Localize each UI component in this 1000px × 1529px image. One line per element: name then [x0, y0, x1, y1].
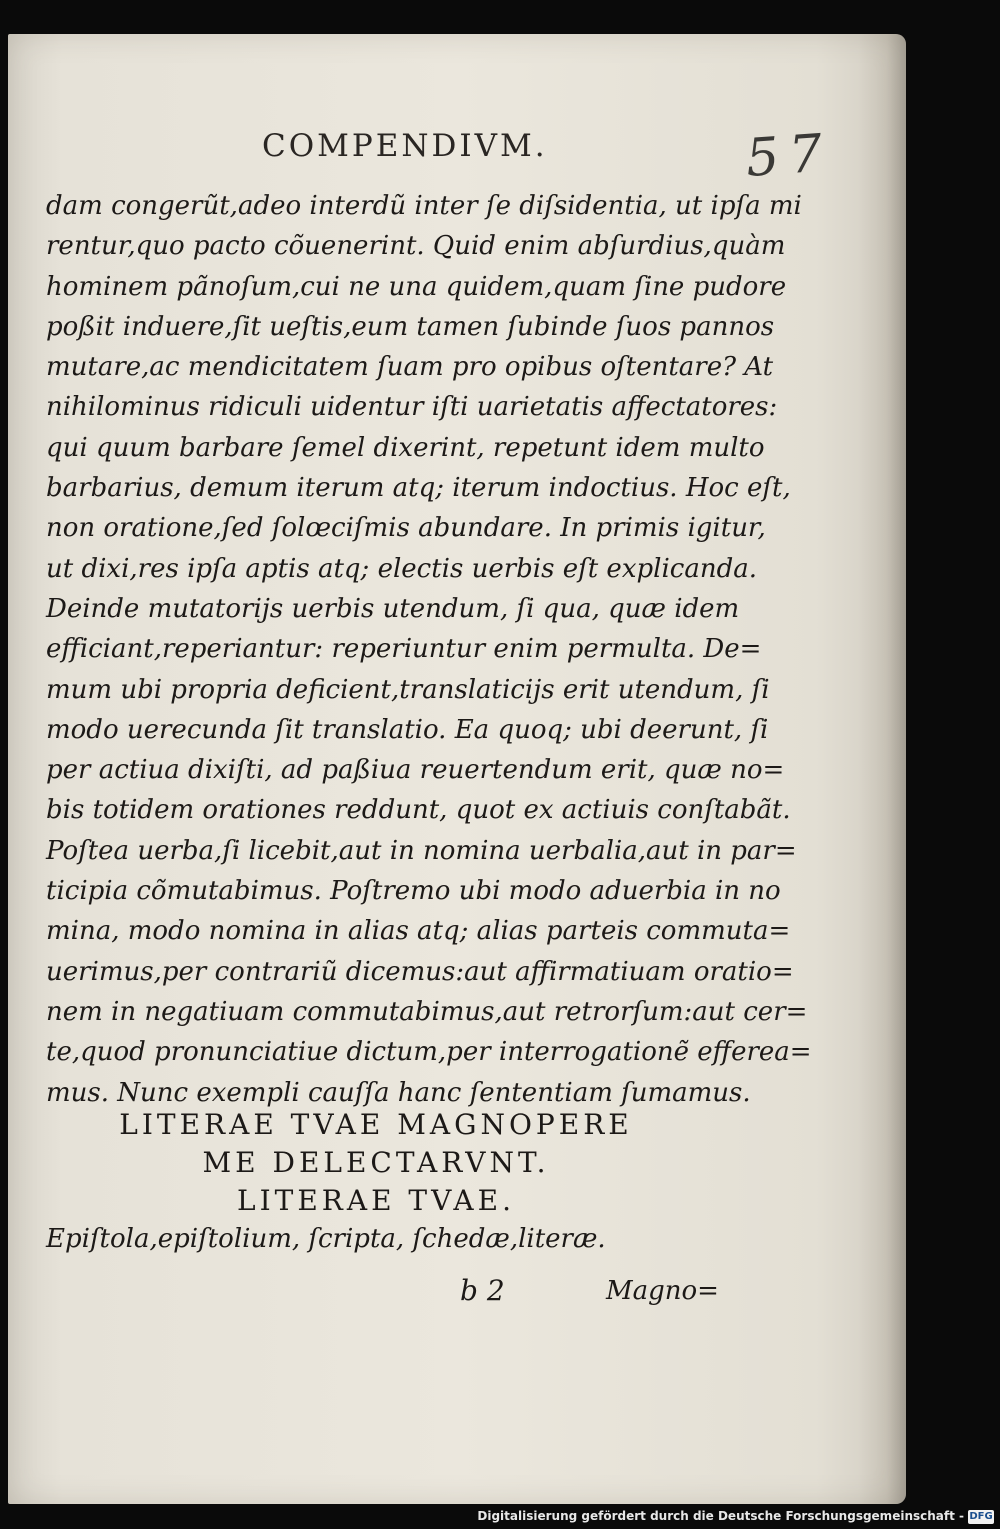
text-line: mutare,ac mendicitatem ſuam pro opibus oſtentare? At: [46, 352, 774, 383]
caps-line: LITERAE TVAE.: [237, 1184, 515, 1217]
caps-line: LITERAE TVAE MAGNOPERE: [119, 1108, 633, 1141]
text-line: Deinde mutatorijs uerbis utendum, ſi qua, quæ idem: [46, 593, 740, 624]
text-line: bis totidem orationes reddunt, quot ex actiuis conſtabãt.: [46, 795, 791, 826]
text-line: dam congerũt,adeo interdũ inter ſe diſsidentia, ut ipſa mi: [46, 191, 802, 221]
text-line: mum ubi propria deficient,translaticijs erit utendum, ſi: [46, 674, 770, 705]
text-line: non oratione,ſed ſolœciſmis abundare. In primis igitur,: [46, 513, 766, 544]
text-line: per actiua dixiſti, ad paßiua reuertendum erit, quæ no=: [46, 755, 785, 786]
text-line: Poſtea uerba,ſi licebit,aut in nomina uerbalia,aut in par=: [46, 835, 797, 866]
text-line: mina, modo nomina in alias atq; alias parteis commuta=: [46, 916, 791, 947]
running-head: COMPENDIVM.: [262, 128, 548, 164]
dfg-logo: DFG: [969, 1511, 993, 1522]
page-edge-shadow: [858, 34, 906, 1504]
text-line: barbarius, demum iterum atq; iterum indoctius. Hoc eſt,: [46, 473, 791, 504]
handwritten-folio-number: 57: [744, 123, 835, 189]
catchword: Magno=: [606, 1276, 719, 1306]
text-line: nihilominus ridiculi uidentur iſti uarietatis affectatores:: [46, 392, 778, 423]
text-line: ut dixi,res ipſa aptis atq; electis uerbis eſt explicanda.: [46, 553, 757, 584]
capital-heading: [46, 1106, 706, 1220]
text-line: qui quum barbare ſemel dixerint, repetunt idem multo: [46, 432, 765, 463]
text-line: rentur,quo pacto cõuenerint. Quid enim abſurdius,quàm: [46, 231, 786, 262]
text-line: nem in negatiuam commutabimus,aut retrorſum:aut cer=: [46, 996, 808, 1027]
text-line: efficiant,reperiantur: reperiuntur enim permulta. De=: [46, 634, 762, 665]
synonym-line: Epiſtola,epiſtolium, ſcripta, ſchedæ,literæ.: [46, 1224, 606, 1254]
text-line: hominem pãnoſum,cui ne una quidem,quam ſine pudore: [46, 271, 787, 302]
digitization-credit: Digitalisierung gefördert durch die Deutsche Forschungsgemeinschaft -: [477, 1509, 964, 1523]
text-line: uerimus,per contrariũ dicemus:aut affirmatiuam oratio=: [46, 956, 794, 987]
text-line: poßit induere,ſit ueſtis,eum tamen ſubinde ſuos pannos: [46, 311, 775, 342]
text-line: ticipia cõmutabimus. Poſtremo ubi modo aduerbia in no: [46, 876, 781, 907]
text-line: modo uerecunda ſit translatio. Ea quoq; ubi deerunt, ſi: [46, 714, 769, 745]
text-line: mus. Nunc exempli cauſſa hanc ſententiam ſumamus.: [46, 1077, 751, 1108]
caps-line: ME DELECTARVNT.: [202, 1146, 550, 1179]
body-text: [46, 186, 812, 1113]
signature-mark: b 2: [460, 1274, 505, 1307]
text-line: te,quod pronunciatiue dictum,per interrogationẽ efferea=: [46, 1037, 812, 1068]
